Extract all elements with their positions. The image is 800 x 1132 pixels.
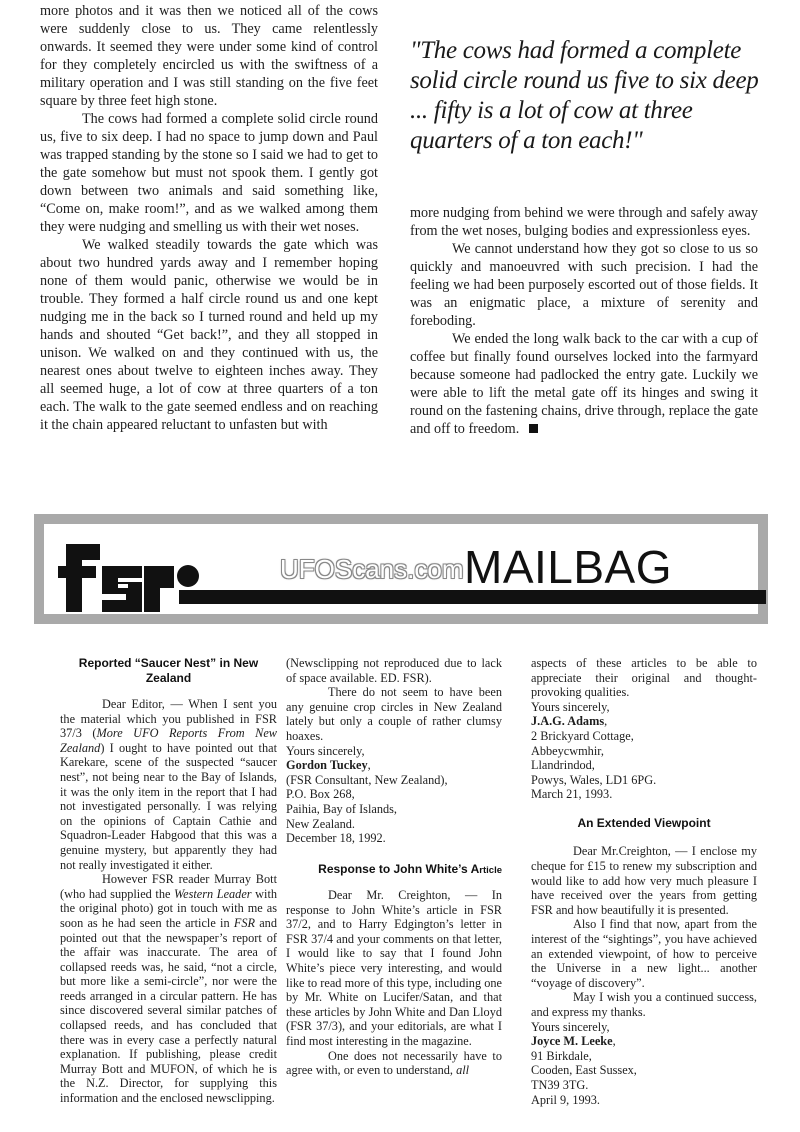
publication-title: Western Leader <box>174 886 252 901</box>
letter-date: December 18, 1992. <box>286 831 386 846</box>
text-run: and pointed out that the newspaper’s report of the affair was inaccurate. The area of collapsed reeds was, he said, “not a circle, but more like a semi-circle”, nor were the reeds arranged in a circular pattern. He has since discovered several similar patches of collapsed reeds, and has concluded that there was in every case a perfectly natural explanation. If publishing, please credit Murray Bott and MUFON, of which he is the N.Z. Director, for supplying this information and the enclosed newsclipping. <box>60 915 277 1106</box>
mailbag-banner <box>34 514 768 624</box>
editor-note: (Newsclipping not reproduced due to lack of space available. ED. FSR). <box>286 656 502 685</box>
letter-paragraph: May I wish you a continued success, and express my thanks. <box>531 990 757 1019</box>
signature-name: J.A.G. Adams <box>531 714 605 729</box>
signature-name: Joyce M. Leeke <box>531 1034 613 1049</box>
letter-closing: Yours sincerely, <box>531 1019 610 1034</box>
address-line: 91 Birkdale, <box>531 1048 592 1063</box>
article-paragraph: The cows had formed a complete solid circle round us, five to six deep. I had no space to jump down and Paul was trapped standing by the stone so I said we had to get to the gate somehow but must not spook them. I gently got down between two animals and said something like, “Come on, make room!”, and as we walked among them they were nudging and smelling us with their wet noses. <box>40 111 378 235</box>
watermark-text: UFOScans.com <box>280 554 464 584</box>
address-line: TN39 3TG. <box>531 1077 589 1092</box>
letter-response-body <box>286 888 502 1078</box>
address-line: Paihia, Bay of Islands, <box>286 801 397 816</box>
address-line: Llandrindod, <box>531 758 595 773</box>
letter-date: April 9, 1993. <box>531 1092 600 1107</box>
letter-paragraph: Dear Mr. Creighton, — In response to John White’s article in FSR 37/2, and to Harry Edgington’s letter in FSR 37/4 and your comments on that letter, I would like to say that I found John White’s piece very interesting, and would like to read more of this type, including one by Mr. White on Lucifer/Satan, and that these articles by John White and Dan Lloyd (FSR 37/3), and your editorials, are what I find most interesting in the magazine. <box>286 888 502 1048</box>
letter-date: March 21, 1993. <box>531 787 613 802</box>
article-paragraph: We cannot understand how they got so close to us so quickly and manoeuvred with such precision. I had the feeling we had been purposely escorted out of those fields. It was an enigmatic place, a mixture of serenity and foreboding. <box>410 241 758 329</box>
signature-name: Gordon Tuckey <box>286 758 368 773</box>
section-title: MAILBAG <box>464 541 673 593</box>
end-of-article-mark-icon <box>529 424 538 433</box>
article-right-column <box>410 204 758 438</box>
emphasis-text: all <box>456 1063 470 1078</box>
text-run: with the original photo) got in touch with me as soon as he had seen the article in <box>60 886 278 930</box>
letter-saucer-nest <box>60 656 277 1106</box>
letter-column-2 <box>286 656 502 1078</box>
banner-panel <box>44 524 758 614</box>
article-paragraph: more photos and it was then we noticed all of the cows were suddenly close to us. They came relentlessly onwards. It seemed they were under some kind of control for they completely encircled us with the swiftness of a military operation and I was still standing on the five feet square by three feet high stone. <box>40 3 378 109</box>
letter-paragraph: aspects of these articles to be able to appreciate their original and thought-provoking qualities. <box>531 656 757 700</box>
letter-signature: Joyce M. Leeke, <box>531 1034 616 1049</box>
article-paragraph-text: We ended the long walk back to the car with a cup of coffee but finally found ourselves locked into the farmyard because someone had padlocked the entry gate. Luckily we were able to lift the metal gate off its hinges and swing it round on the fastening chains, drive through, replace the gate and off to freedom. <box>410 331 758 437</box>
address-line: Abbeycwmhir, <box>531 743 604 758</box>
text-run: Dear Editor, — When I sent you the material which you published in FSR 37/3 ( <box>60 697 277 741</box>
heading-text: Response to John White’s A <box>318 862 480 876</box>
publication-title: FSR <box>233 915 255 930</box>
letter-signature: Gordon Tuckey, <box>286 758 371 773</box>
publication-title: More UFO Reports From New Zealand <box>60 726 278 755</box>
letter-column-3 <box>531 656 757 1107</box>
article-left-column <box>40 2 378 434</box>
text-run: ) I ought to have pointed out that Karekare, scene of the suspected “saucer nest”, not being near to the Bay of Islands, it was the only item in the report that I had not investigated personally. I was relying on the opinions of Captain Cathie and Squadron-Leader Habgood that this was a genuine mystery, but apparently they had not really investigated it either. <box>60 740 277 872</box>
address-line: P.O. Box 268, <box>286 787 355 802</box>
letter-signature: J.A.G. Adams, <box>531 714 608 729</box>
text-run: However FSR reader Murray Bott (who had supplied the <box>60 872 277 901</box>
letter-paragraph: Also I find that now, apart from the interest of the “sightings”, you have achieved an extended viewpoint, of how to perceive the Universe in a new light... another “voyage of discovery”. <box>531 917 757 990</box>
heading-text: rticle <box>479 865 502 876</box>
address-line: Powys, Wales, LD1 6PG. <box>531 772 657 787</box>
letter-paragraph: Dear Mr.Creighton, — I enclose my cheque for £15 to renew my subscription and would like to add how very much pleasure I have received over the years from getting FSR and how beautifully it is presented. <box>531 844 757 917</box>
article-paragraph: more nudging from behind we were through and safely away from the wet noses, bulging bodies and expressionless eyes. <box>410 205 758 239</box>
letter-paragraph <box>60 697 277 872</box>
letter-paragraph <box>286 1049 502 1078</box>
letter-heading <box>286 862 502 879</box>
text-run: One does not necessarily have to agree with, or even to understand, <box>286 1048 502 1078</box>
pull-quote: "The cows had formed a complete solid circle round us five to six deep ... fifty is a lot of cow at three quarters of a ton each!" <box>410 37 759 154</box>
address-line: 2 Brickyard Cottage, <box>531 728 634 743</box>
article-paragraph: We walked steadily towards the gate which was about two hundred yards away and I remember hoping none of them would panic, otherwise we would be in trouble. They formed a half circle round us and one kept nudging me in the back so I turned round and held up my hands and shouted “Get back!”, and they all stopped in unison. We walked on and they continued with us, the nearest ones about twelve to eighteen inches away. They all seemed huge, a lot of cow at three quarters of a ton each. The walk to the gate seemed endless and on reaching it the chain appeared reluctant to unfasten but with <box>40 237 378 433</box>
letter-paragraph <box>60 872 277 1106</box>
letter-closing: Yours sincerely, <box>531 699 610 714</box>
article-paragraph <box>410 330 758 438</box>
address-line: Cooden, East Sussex, <box>531 1063 637 1078</box>
address-line: (FSR Consultant, New Zealand), <box>286 772 448 787</box>
letter-heading: An Extended Viewpoint <box>577 815 711 830</box>
letter-paragraph: There do not seem to have been any genuine crop circles in New Zealand lately but only a couple of rather clumsy hoaxes. <box>286 685 502 743</box>
address-line: New Zealand. <box>286 816 355 831</box>
letter-heading: Reported “Saucer Nest” in New Zealand <box>78 656 259 685</box>
letter-closing: Yours sincerely, <box>286 743 365 758</box>
